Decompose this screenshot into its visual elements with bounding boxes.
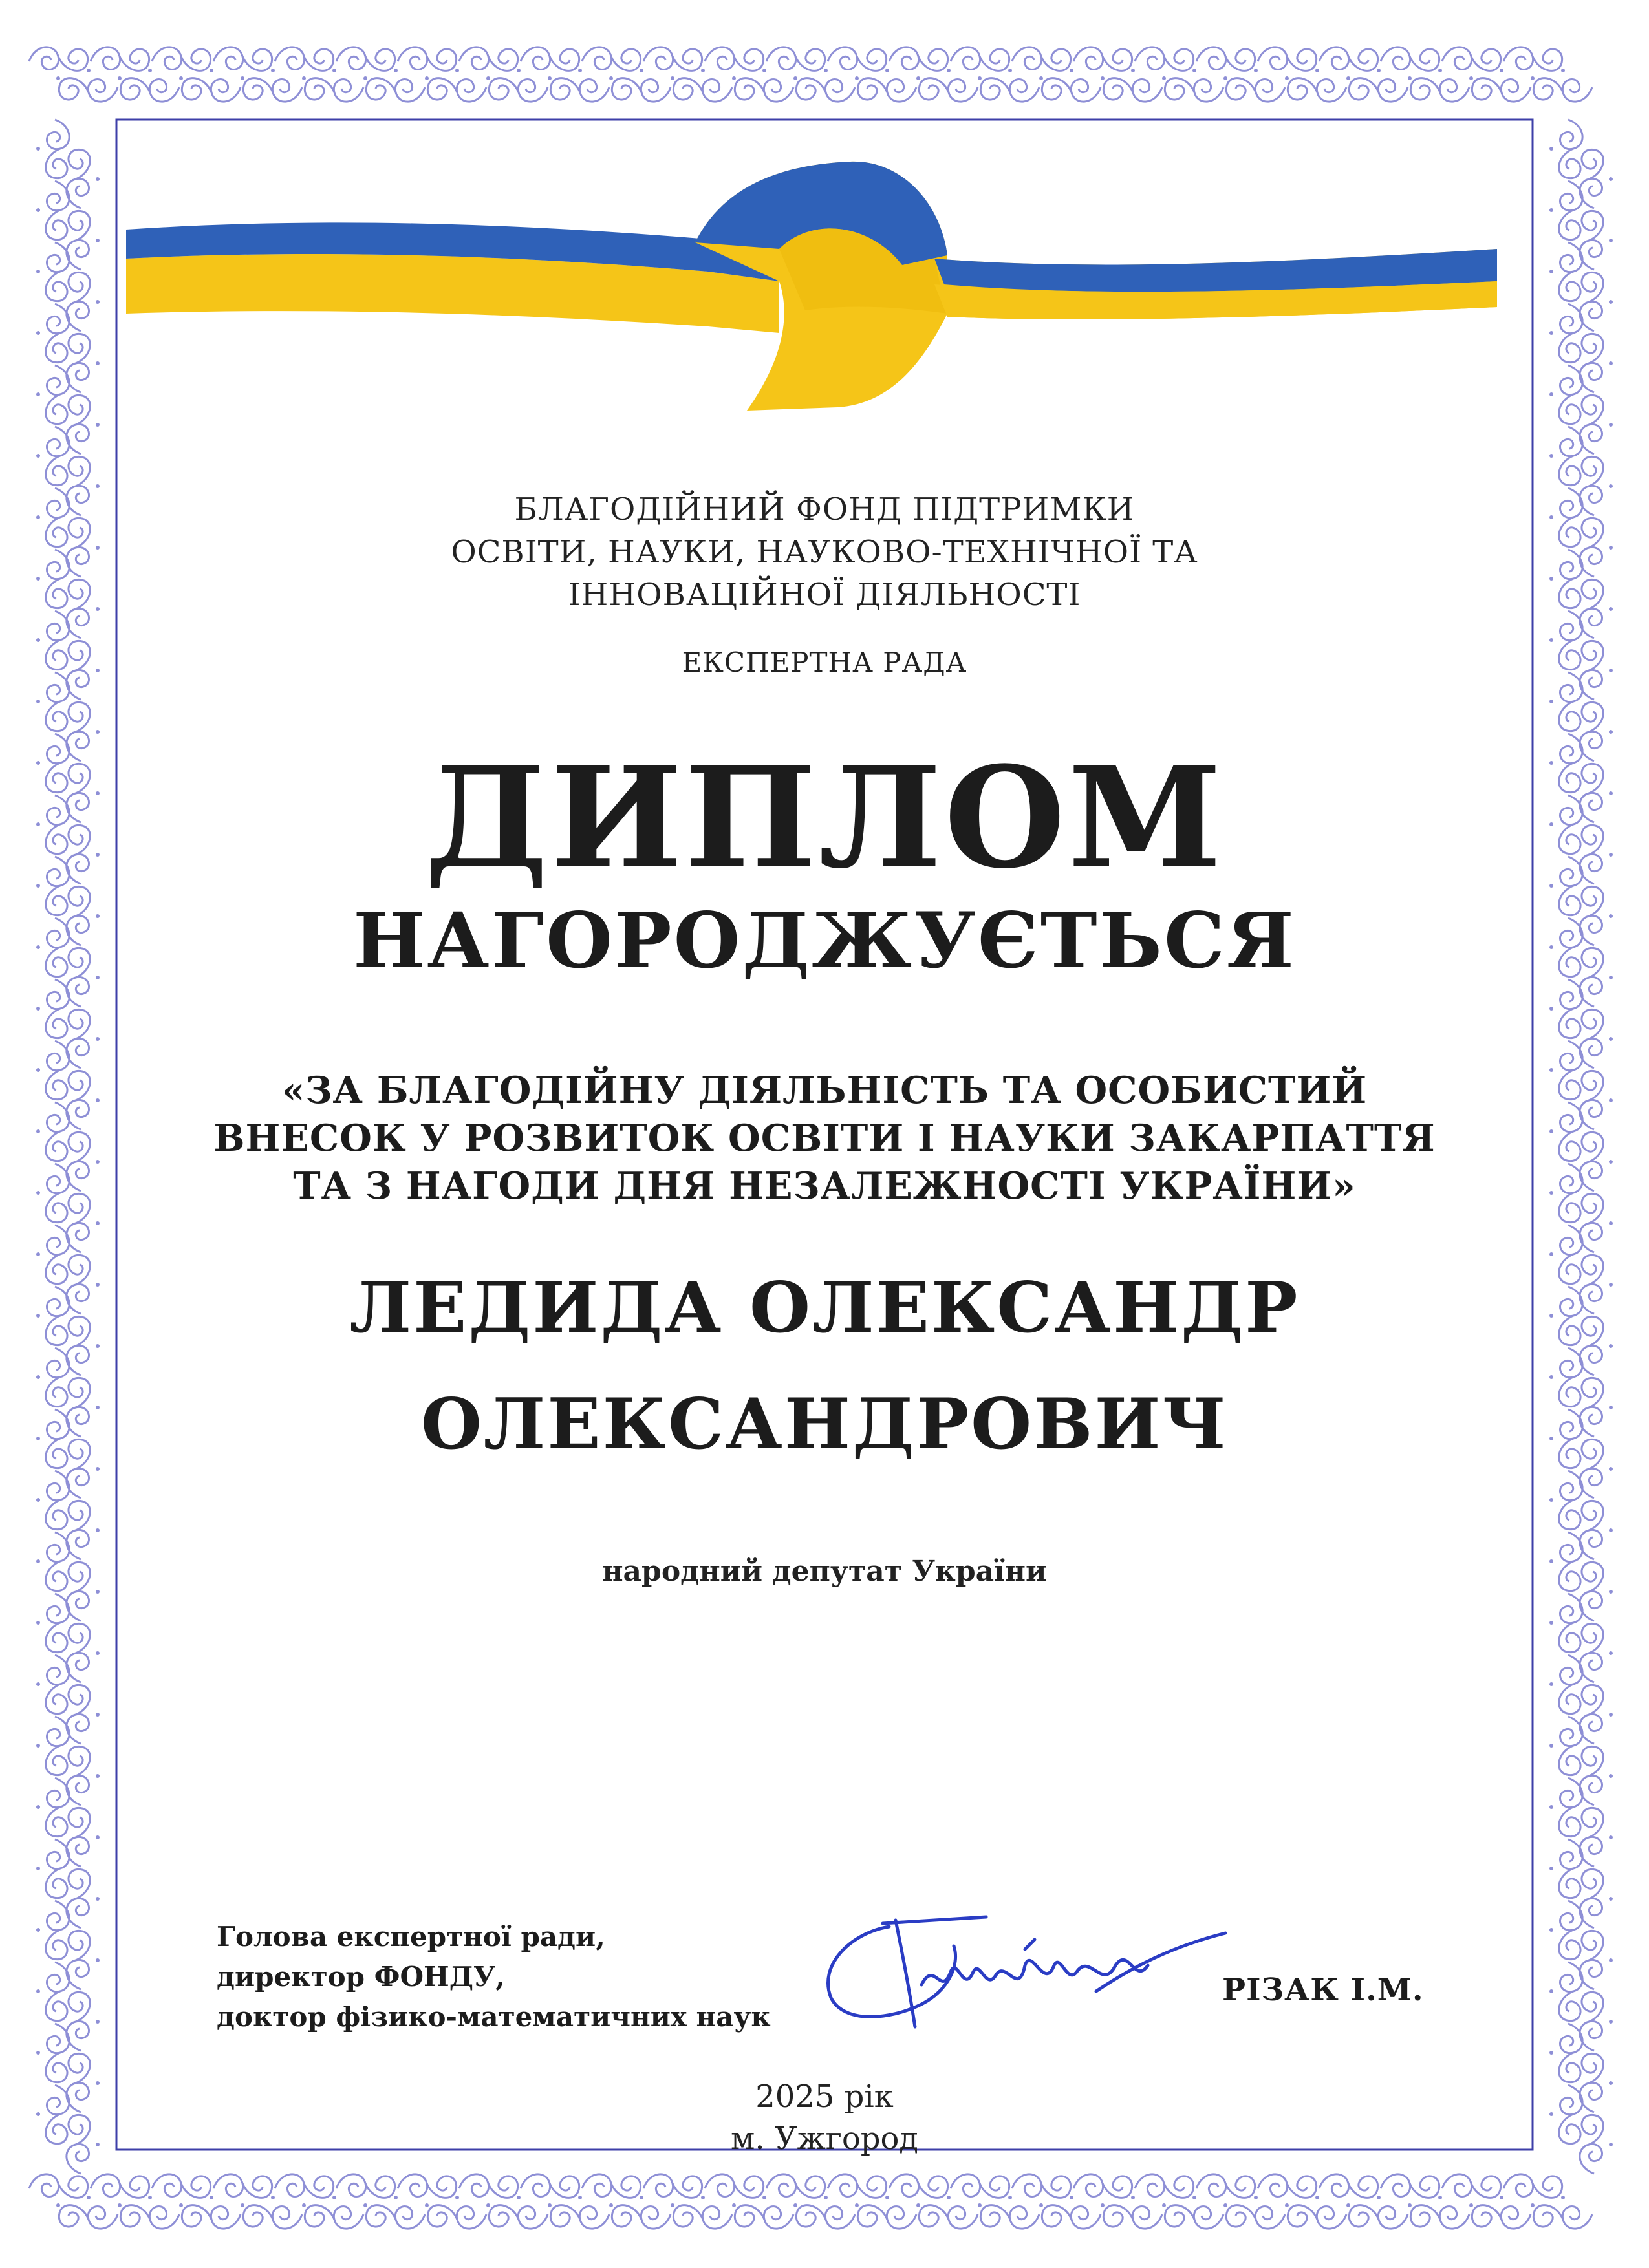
- role-line-1: Голова експертної ради,: [217, 1921, 605, 1952]
- reason-line-1: «ЗА БЛАГОДІЙНУ ДІЯЛЬНІСТЬ ТА ОСОБИСТИЙ: [281, 1069, 1368, 1112]
- awarded-heading: НАГОРОДЖУЄТЬСЯ: [353, 895, 1296, 985]
- reason-line-2: ВНЕСОК У РОЗВИТОК ОСВІТИ І НАУКИ ЗАКАРПАТТЯ: [213, 1117, 1436, 1160]
- org-line-3: ІННОВАЦІЙНОЇ ДІЯЛЬНОСТІ: [568, 577, 1081, 613]
- diploma-title: ДИПЛОМ: [424, 736, 1225, 899]
- award-reason: [0, 1067, 1649, 1210]
- role-line-2: директор ФОНДУ,: [217, 1961, 505, 1993]
- role-line-3: доктор фізико-математичних наук: [217, 2001, 771, 2033]
- issue-city: м. Ужгород: [731, 2121, 918, 2157]
- org-line-1: БЛАГОДІЙНИЙ ФОНД ПІДТРИМКИ: [514, 491, 1135, 528]
- issue-year: 2025 рік: [755, 2079, 894, 2115]
- reason-line-3: ТА З НАГОДИ ДНЯ НЕЗАЛЕЖНОСТІ УКРАЇНИ»: [293, 1164, 1356, 1208]
- org-line-2: ОСВІТИ, НАУКИ, НАУКОВО-ТЕХНІЧНОЇ ТА: [451, 534, 1198, 570]
- council-name: ЕКСПЕРТНА РАДА: [682, 647, 967, 678]
- recipient-name-line-1: ЛЕДИДА ОЛЕКСАНДР: [349, 1267, 1300, 1349]
- handwritten-signature: [812, 1888, 1277, 2043]
- recipient-name-line-2: ОЛЕКСАНДРОВИЧ: [420, 1384, 1229, 1465]
- signatory-role: [217, 1917, 771, 2037]
- signatory-name: РІЗАК І.М.: [1222, 1972, 1424, 2008]
- recipient-position: народний депутат України: [602, 1555, 1047, 1588]
- organization-name: [0, 488, 1649, 616]
- flag-ribbon: [126, 152, 1497, 423]
